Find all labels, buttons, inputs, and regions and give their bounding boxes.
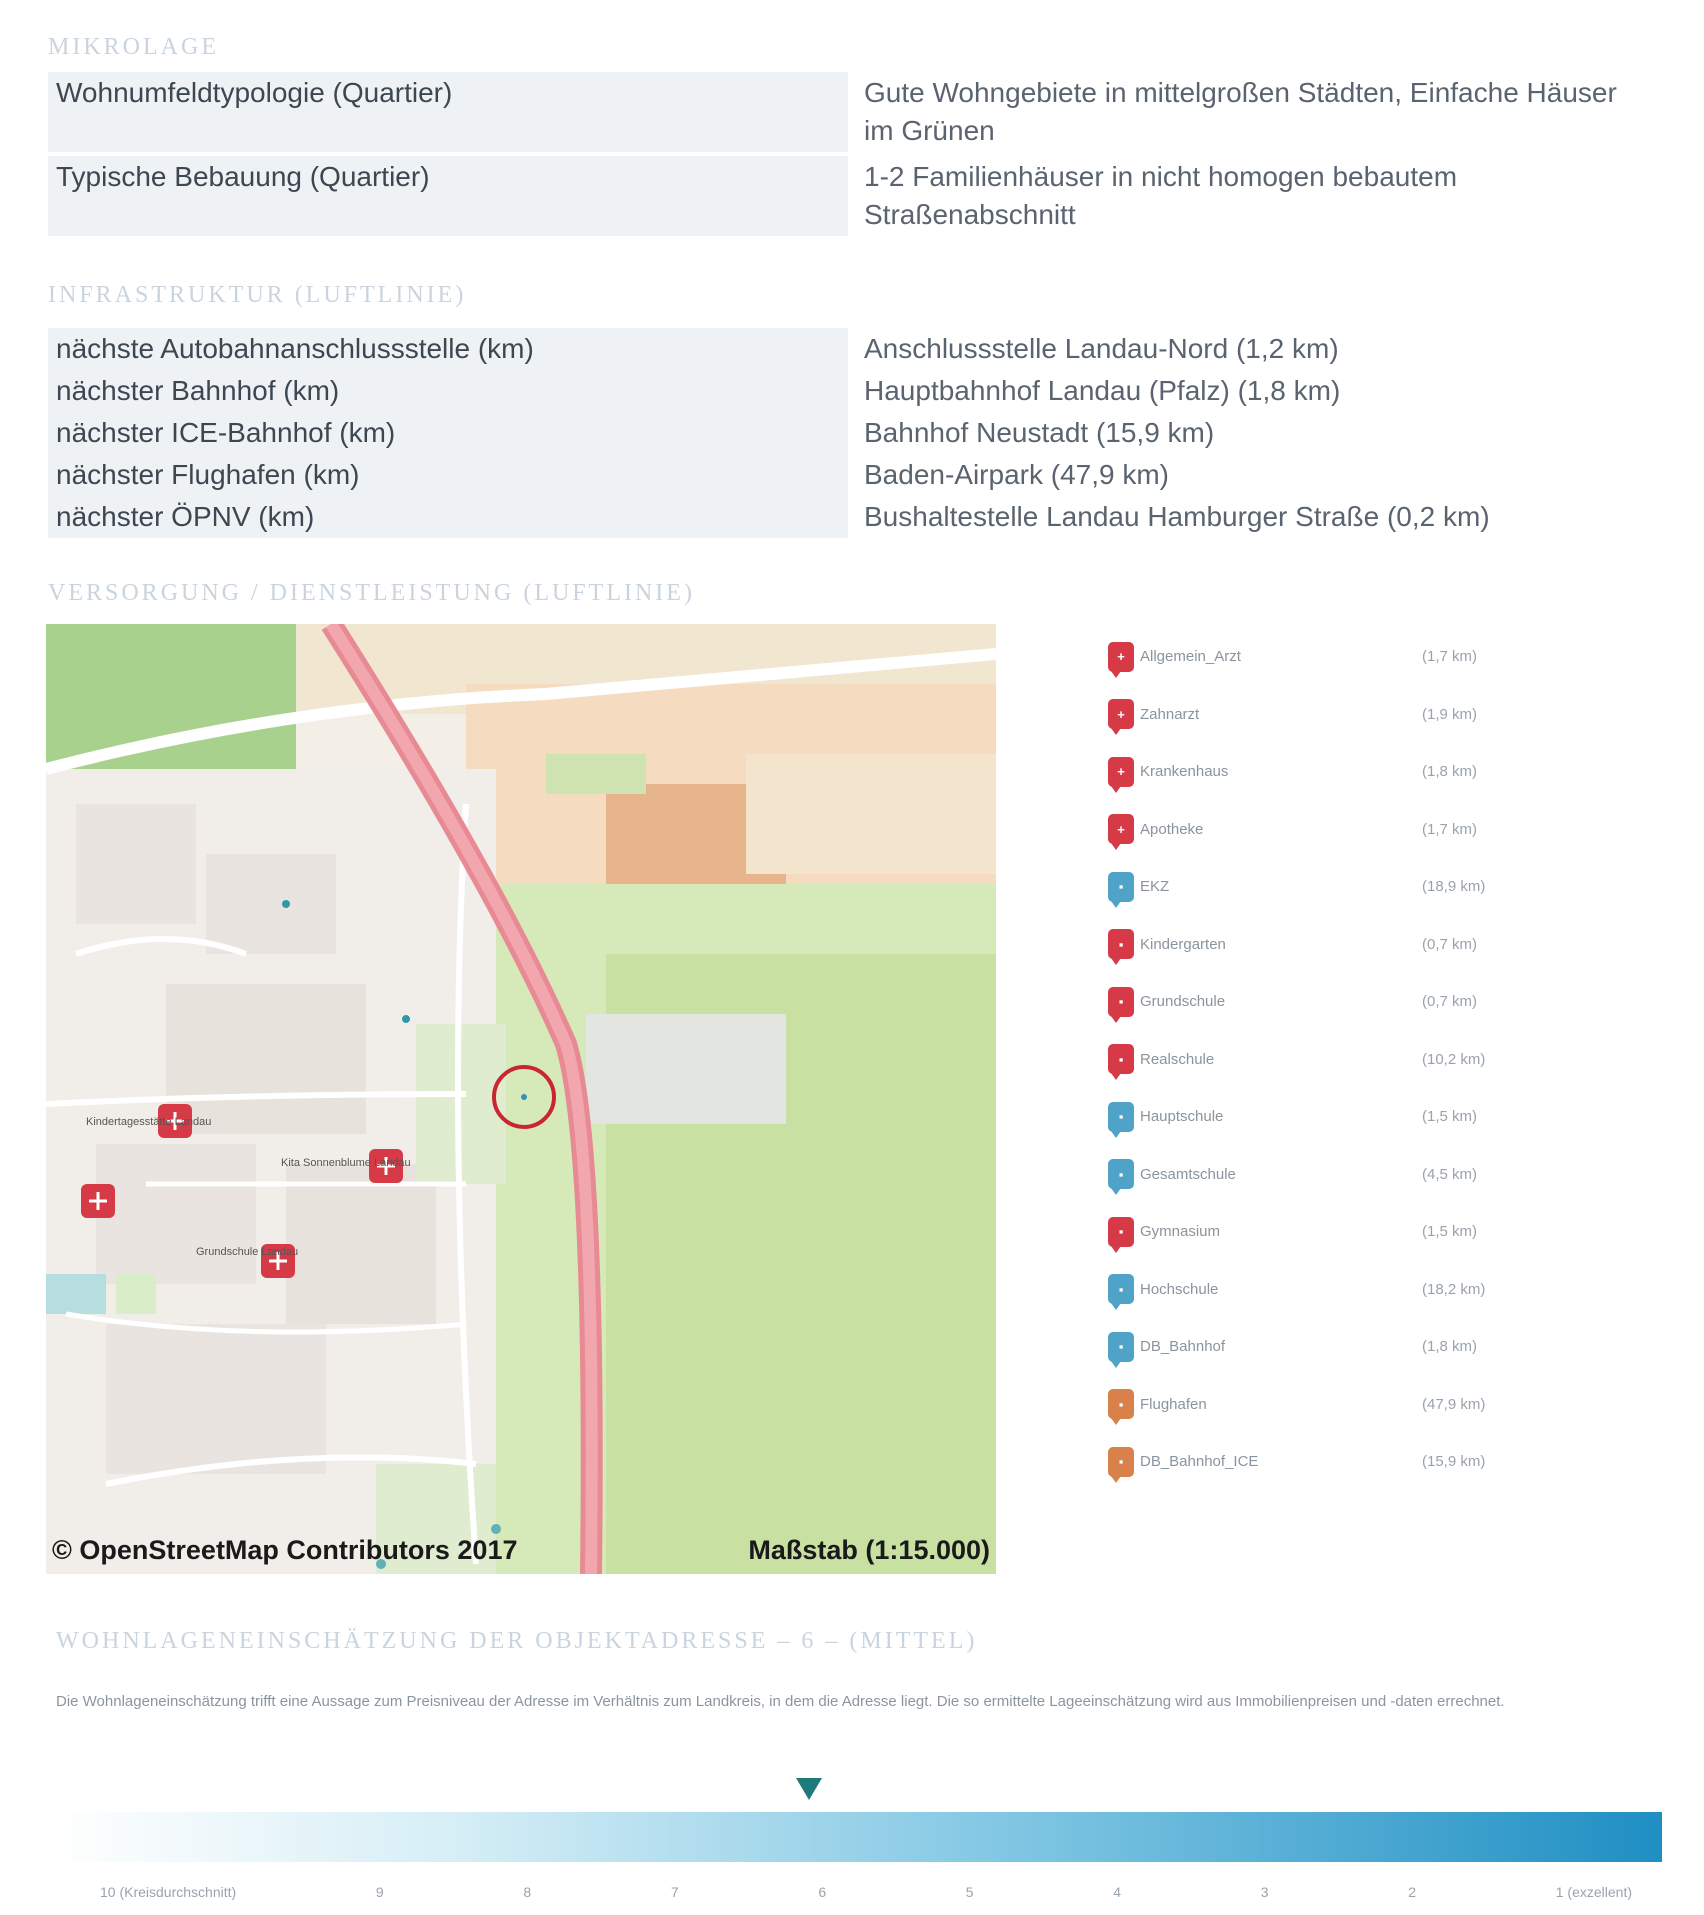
- table-row: [48, 156, 1648, 240]
- poi-distance: (1,8 km): [1422, 1338, 1478, 1356]
- section-title-wohnlage: WOHNLAGENEINSCHÄTZUNG DER OBJEKTADRESSE – 6 – (MITTEL): [56, 1628, 978, 1654]
- poi-distance: (1,5 km): [1422, 1108, 1478, 1126]
- poi-name: Zahnarzt: [1140, 705, 1200, 723]
- row-key: nächste Autobahnanschlussstelle (km): [48, 328, 848, 370]
- poi-name: Grundschule: [1140, 993, 1226, 1011]
- list-item: [1108, 1433, 1558, 1491]
- row-value: Baden-Airpark (47,9 km): [864, 459, 1170, 490]
- row-value: Bahnhof Neustadt (15,9 km): [864, 417, 1215, 448]
- list-item: [1108, 1318, 1558, 1376]
- list-item: [1108, 1031, 1558, 1089]
- table-row: [48, 454, 1648, 496]
- poi-distance: (1,9 km): [1422, 705, 1478, 723]
- poi-name: Apotheke: [1140, 820, 1204, 838]
- row-key: nächster ICE-Bahnhof (km): [48, 412, 848, 454]
- poi-list: [1108, 628, 1558, 1491]
- map-marker-label: Kita Sonnenblume Landau: [281, 1157, 411, 1169]
- mikrolage-table: [48, 72, 1648, 240]
- row-value: Hauptbahnhof Landau (Pfalz) (1,8 km): [864, 375, 1341, 406]
- location-map[interactable]: [46, 624, 996, 1574]
- scale-label: 5: [965, 1884, 974, 1900]
- scale-label: 8: [523, 1884, 532, 1900]
- row-key: nächster Bahnhof (km): [48, 370, 848, 412]
- scale-label: 10 (Kreisdurchschnitt): [100, 1884, 237, 1900]
- scale-label: 3: [1260, 1884, 1269, 1900]
- map-marker-label: Kindertagesstätte Landau: [86, 1116, 212, 1128]
- doctor-icon: +: [1108, 642, 1134, 672]
- map-credit: © OpenStreetMap Contributors 2017: [52, 1535, 518, 1565]
- list-item: [1108, 1376, 1558, 1434]
- poi-distance: (15,9 km): [1422, 1453, 1486, 1471]
- table-row: [48, 412, 1648, 454]
- row-key: Wohnumfeldtypologie (Quartier): [48, 72, 848, 152]
- school-icon: ▪: [1108, 987, 1134, 1017]
- section-title-versorgung: VERSORGUNG / DIENSTLEISTUNG (LUFTLINIE): [48, 580, 695, 606]
- row-key: nächster ÖPNV (km): [48, 496, 848, 538]
- list-item: [1108, 686, 1558, 744]
- wohnlage-marker-icon: [796, 1778, 822, 1800]
- poi-distance: (1,7 km): [1422, 648, 1478, 666]
- list-item: [1108, 973, 1558, 1031]
- school-icon: ▪: [1108, 1217, 1134, 1247]
- airport-icon: ▪: [1108, 1389, 1134, 1419]
- wohnlage-description: Die Wohnlageneinschätzung trifft eine Aussage zum Preisniveau der Adresse im Verhältnis zum Landkreis, in dem die Adresse liegt. Die so ermittelte Lageeinschätzung wird aus Immobilienpreisen und -daten errechnet.: [56, 1693, 1505, 1710]
- shopping-icon: ▪: [1108, 872, 1134, 902]
- poi-distance: (1,5 km): [1422, 1223, 1478, 1241]
- poi-name: Gymnasium: [1140, 1223, 1221, 1241]
- school-icon: ▪: [1108, 1159, 1134, 1189]
- list-item: [1108, 1261, 1558, 1319]
- list-item: [1108, 1146, 1558, 1204]
- poi-distance: (0,7 km): [1422, 935, 1478, 953]
- section-title-mikrolage: MIKROLAGE: [48, 34, 219, 60]
- scale-label: 1 (exzellent): [1555, 1884, 1632, 1900]
- list-item: [1108, 743, 1558, 801]
- wohnlage-scale-labels: [52, 1884, 1662, 1900]
- list-item: [1108, 1088, 1558, 1146]
- train-icon: ▪: [1108, 1332, 1134, 1362]
- poi-distance: (4,5 km): [1422, 1165, 1478, 1183]
- map-canvas: [46, 624, 996, 1574]
- train-icon: ▪: [1108, 1447, 1134, 1477]
- school-icon: ▪: [1108, 1044, 1134, 1074]
- list-item: [1108, 1203, 1558, 1261]
- poi-distance: (1,7 km): [1422, 820, 1478, 838]
- kindergarten-icon: ▪: [1108, 929, 1134, 959]
- infrastruktur-table: [48, 328, 1648, 538]
- pharmacy-icon: +: [1108, 814, 1134, 844]
- map-scale: Maßstab (1:15.000): [748, 1535, 990, 1565]
- row-key: nächster Flughafen (km): [48, 454, 848, 496]
- poi-distance: (1,8 km): [1422, 763, 1478, 781]
- row-key: Typische Bebauung (Quartier): [48, 156, 848, 236]
- scale-label: 6: [818, 1884, 827, 1900]
- table-row: [48, 72, 1648, 156]
- scale-label: 4: [1113, 1884, 1122, 1900]
- row-value: Anschlussstelle Landau-Nord (1,2 km): [864, 333, 1339, 364]
- tooth-icon: +: [1108, 699, 1134, 729]
- poi-name: Allgemein_Arzt: [1140, 648, 1241, 666]
- section-title-infrastruktur: INFRASTRUKTUR (LUFTLINIE): [48, 282, 467, 308]
- list-item: [1108, 801, 1558, 859]
- map-marker-label: Grundschule Landau: [196, 1246, 299, 1258]
- poi-name: Realschule: [1140, 1050, 1215, 1068]
- list-item: [1108, 916, 1558, 974]
- table-row: [48, 496, 1648, 538]
- scale-label: 2: [1408, 1884, 1417, 1900]
- poi-name: Gesamtschule: [1140, 1165, 1236, 1183]
- wohnlage-scale-bar: [52, 1812, 1662, 1862]
- poi-distance: (10,2 km): [1422, 1050, 1486, 1068]
- university-icon: ▪: [1108, 1274, 1134, 1304]
- row-value: Bushaltestelle Landau Hamburger Straße (0,2 km): [864, 501, 1490, 532]
- poi-name: Hauptschule: [1140, 1108, 1224, 1126]
- poi-name: Kindergarten: [1140, 935, 1226, 953]
- poi-name: DB_Bahnhof: [1140, 1338, 1226, 1356]
- poi-name: EKZ: [1140, 878, 1170, 896]
- poi-distance: (0,7 km): [1422, 993, 1478, 1011]
- list-item: [1108, 628, 1558, 686]
- list-item: [1108, 858, 1558, 916]
- row-value: 1-2 Familienhäuser in nicht homogen bebautem Straßenabschnitt: [864, 161, 1458, 230]
- scale-label: 9: [375, 1884, 384, 1900]
- poi-distance: (18,2 km): [1422, 1280, 1486, 1298]
- row-value: Gute Wohngebiete in mittelgroßen Städten, Einfache Häuser im Grünen: [864, 77, 1617, 146]
- poi-distance: (18,9 km): [1422, 878, 1486, 896]
- poi-name: DB_Bahnhof_ICE: [1140, 1453, 1259, 1471]
- school-icon: ▪: [1108, 1102, 1134, 1132]
- table-row: [48, 328, 1648, 370]
- table-row: [48, 370, 1648, 412]
- scale-label: 7: [670, 1884, 679, 1900]
- hospital-icon: +: [1108, 757, 1134, 787]
- poi-name: Krankenhaus: [1140, 763, 1229, 781]
- poi-name: Flughafen: [1140, 1395, 1207, 1413]
- poi-distance: (47,9 km): [1422, 1395, 1486, 1413]
- poi-name: Hochschule: [1140, 1280, 1219, 1298]
